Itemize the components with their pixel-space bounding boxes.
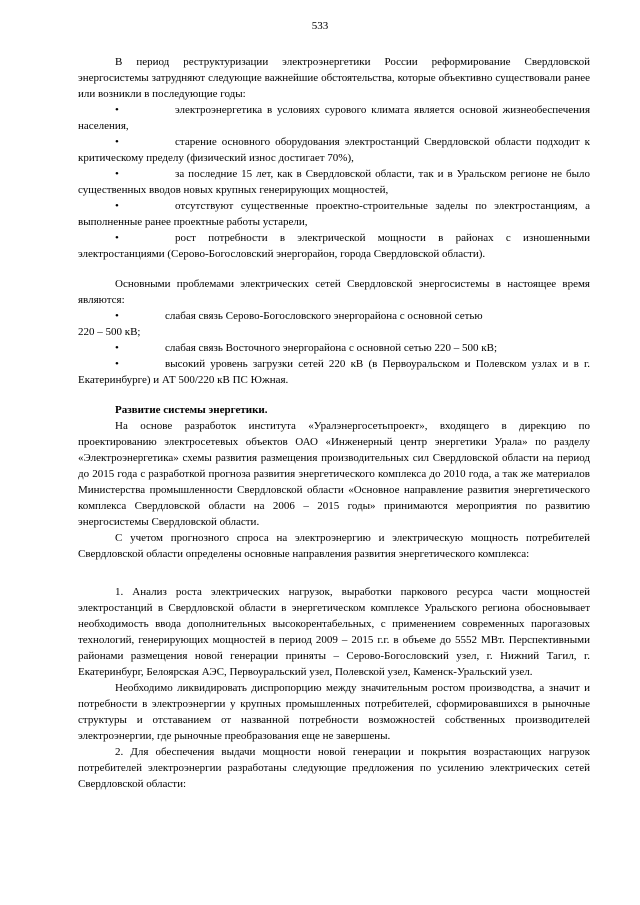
numbered-item: 2. Для обеспечения выдачи мощности новой генерации и покрытия возрастающих нагрузок потребителей электроэнергии разработаны следующие предложения по усилению электрических сетей Свердловской области:	[78, 746, 590, 790]
factor-item	[78, 230, 590, 262]
bullet-icon: •	[115, 232, 119, 244]
problem-item	[78, 308, 590, 324]
bullet-icon: •	[115, 136, 119, 148]
bullet-icon: •	[115, 200, 119, 212]
numbered-item: 1. Анализ роста электрических нагрузок, выработки паркового ресурса части мощностей электростанций в Свердловской области в энергетическом комплексе Уральского региона обосновывает необходимость ввода дополнительных высокорентабельных, с применением современных парогазовых технологий, генерирующих мощностей в период 2009 – 2015 г.г. в объеме до 5552 МВт. Перспективными районами размещения новой генерации приняты – Серово-Богословский узел, г. Нижний Тагил, г. Екатеринбург, Белоярская АЭС, Первоуральский узел, Полевской узел, Каменск-Уральский узел.	[78, 586, 590, 678]
intro-paragraph: В период реструктуризации электроэнергетики России реформирование Свердловской энергосистемы затрудняют следующие важнейшие обстоятельства, которые объективно существовали ранее или возникли в последующие годы:	[78, 56, 590, 100]
problem-item-continuation: 220 – 500 кВ;	[78, 326, 141, 338]
problem-text: слабая связь Восточного энергорайона с основной сетью 220 – 500 кВ;	[165, 342, 498, 354]
body-paragraph: Необходимо ликвидировать диспропорцию между значительным ростом производства, а значит и потребности в электроэнергии у крупных промышленных потребителей, сформировавшихся в рыночные структуры и отставанием от названной потребности возможностей собственных производителей электроэнергии, где рыночные преобразования еще не завершены.	[78, 682, 590, 742]
problem-item	[78, 356, 590, 388]
problems-intro: Основными проблемами электрических сетей Свердловской энергосистемы в настоящее время являются:	[78, 278, 590, 306]
bullet-icon: •	[115, 310, 119, 322]
factor-item	[78, 166, 590, 198]
section-heading: Развитие системы энергетики.	[115, 404, 268, 416]
problem-text: высокий уровень загрузки сетей 220 кВ (в Первоуральском и Полевском узлах и в г. Екатеринбурге) и АТ 500/220 кВ ПС Южная.	[78, 358, 590, 386]
body-paragraph: С учетом прогнозного спроса на электроэнергию и электрическую мощность потребителей Свердловской области определены основные направления развития энергетического комплекса:	[78, 532, 590, 560]
factor-text: рост потребности в электрической мощности в районах с изношенными электростанциями (Серово-Богословский энергорайон, города Свердловской области).	[78, 232, 590, 260]
bullet-icon: •	[115, 168, 119, 180]
factor-text: отсутствуют существенные проектно-строительные заделы по электростанциям, а выполненные ранее проектные работы устарели,	[78, 200, 590, 228]
factor-item	[78, 134, 590, 166]
spacer	[78, 262, 590, 276]
factor-text: за последние 15 лет, как в Свердловской области, так и в Уральском регионе не было существенных вводов новых крупных генерирующих мощностей,	[78, 168, 590, 196]
problem-item	[78, 340, 590, 356]
body-paragraph: На основе разработок института «Уралэнергосетьпроект», входящего в дирекцию по проектированию электросетевых объектов ОАО «Инженерный центр энергетики Урала» по разделу «Электроэнергетика» схемы развития размещения производительных сил Свердловской области на период до 2015 года с разработкой прогноза развития энергетического комплекса до 2010 года, а так же материалов Министерства промышленности Свердловской области «Основное направление развития энергетического комплекса Свердловской области на 2006 – 2015 годы» принимаются мероприятия по развитию энергосистемы Свердловской области.	[78, 420, 590, 528]
page-number: 533	[311, 20, 329, 32]
spacer	[78, 388, 590, 402]
factor-text: электроэнергетика в условиях сурового климата является основой жизнеобеспечения населения,	[78, 104, 590, 132]
bullet-icon: •	[115, 358, 119, 370]
factor-item	[78, 102, 590, 134]
problem-text: слабая связь Серово-Богословского энергорайона с основной сетью	[165, 310, 483, 322]
factor-text: старение основного оборудования электростанций Свердловской области подходит к критическому пределу (физический износ достигает 70%),	[78, 136, 590, 164]
bullet-icon: •	[115, 104, 119, 116]
spacer	[78, 562, 590, 584]
factor-item	[78, 198, 590, 230]
page-body	[78, 54, 590, 792]
bullet-icon: •	[115, 342, 119, 354]
